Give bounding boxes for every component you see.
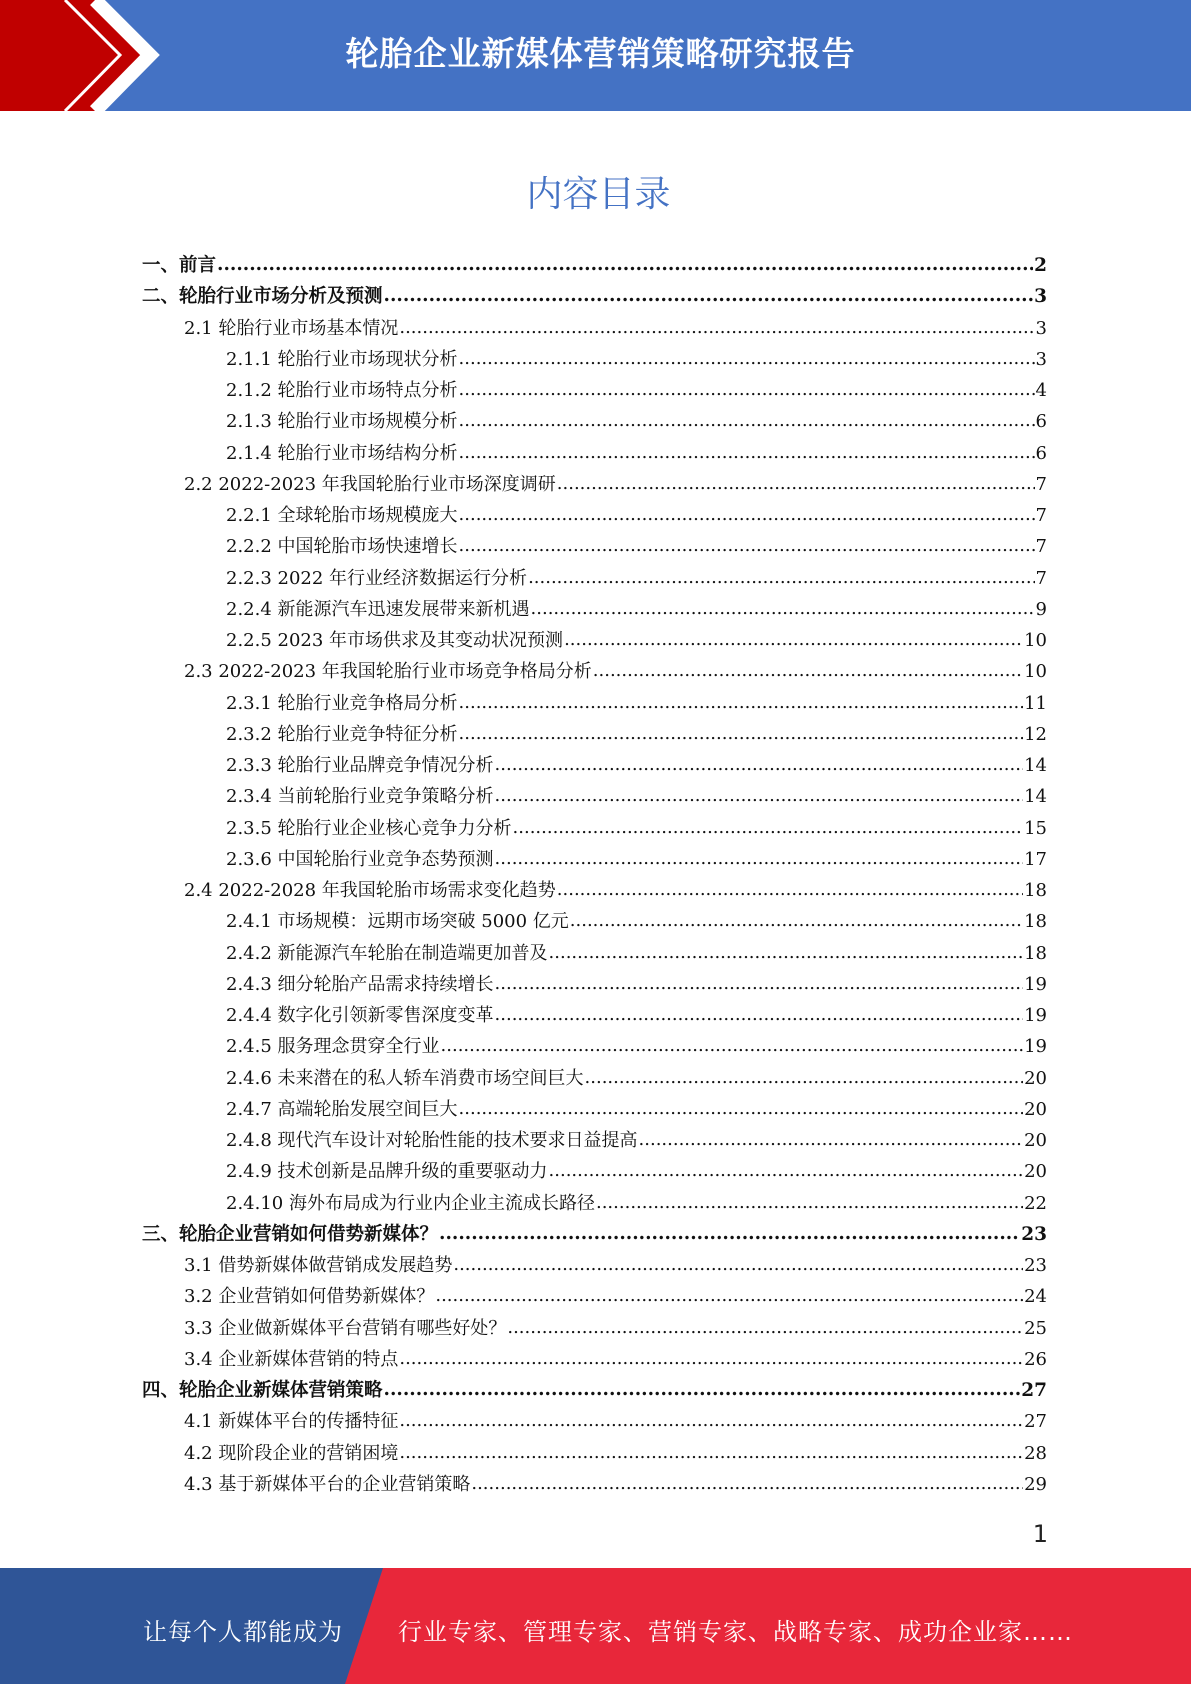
toc-entry[interactable] — [226, 848, 1047, 872]
toc-entry-label: 3.1 借势新媒体做营销成发展趋势 — [184, 1255, 453, 1276]
toc-entry[interactable] — [184, 1410, 1047, 1434]
toc-entry-label: 2.2.2 中国轮胎市场快速增长 — [226, 536, 458, 558]
toc-dot-leader — [585, 1066, 1024, 1090]
toc-dot-leader — [384, 1378, 1021, 1402]
toc-dot-leader — [435, 1284, 1023, 1308]
toc-entry[interactable] — [184, 1348, 1047, 1372]
toc-entry-page: 19 — [1024, 1005, 1047, 1026]
toc-entry-page: 19 — [1024, 1036, 1047, 1058]
toc-entry-label: 2.4.5 服务理念贯穿全行业 — [226, 1036, 440, 1058]
toc-dot-leader — [399, 1409, 1023, 1433]
toc-entry[interactable] — [226, 598, 1047, 622]
toc-entry-label: 2.1.4 轮胎行业市场结构分析 — [226, 442, 458, 464]
toc-dot-leader — [513, 816, 1024, 840]
toc-entry-page: 4 — [1035, 380, 1047, 401]
toc-entry-label: 2.4.6 未来潜在的私人轿车消费市场空间巨大 — [226, 1067, 584, 1089]
toc-entry-label: 4.3 基于新媒体平台的企业营销策略 — [184, 1473, 471, 1495]
toc-entry-page: 12 — [1024, 723, 1047, 745]
toc-entry-label: 2.4.1 市场规模：远期市场突破 5000 亿元 — [226, 911, 569, 933]
toc-entry[interactable] — [226, 754, 1047, 778]
toc-entry[interactable] — [226, 692, 1047, 716]
toc-entry[interactable] — [226, 410, 1047, 434]
toc-entry-page: 18 — [1024, 880, 1047, 901]
toc-entry[interactable] — [184, 1473, 1047, 1497]
toc-dot-leader — [495, 784, 1024, 808]
toc-dot-leader — [217, 253, 1033, 277]
toc-entry[interactable] — [226, 504, 1047, 528]
toc-entry-page: 23 — [1024, 1255, 1047, 1276]
toc-dot-leader — [557, 878, 1023, 902]
toc-entry-label: 2.4.9 技术创新是品牌升级的重要驱动力 — [226, 1161, 548, 1183]
report-title: 轮胎企业新媒体营销策略研究报告 — [345, 34, 856, 73]
toc-dot-leader — [495, 847, 1024, 871]
toc-title: 内容目录 — [526, 174, 671, 215]
toc-dot-leader — [459, 503, 1035, 527]
toc-dot-leader — [549, 941, 1024, 965]
toc-entry[interactable] — [226, 785, 1047, 809]
toc-entry-page: 6 — [1035, 442, 1047, 464]
toc-entry-label: 2.4.2 新能源汽车轮胎在制造端更加普及 — [226, 942, 548, 964]
toc-dot-leader — [639, 1128, 1024, 1152]
toc-entry-label: 2.3.3 轮胎行业品牌竞争情况分析 — [226, 755, 494, 776]
toc-dot-leader — [471, 1472, 1023, 1496]
toc-entry[interactable] — [226, 1160, 1047, 1184]
toc-entry-label: 2.3.1 轮胎行业竞争格局分析 — [226, 692, 458, 714]
toc-dot-leader — [495, 1003, 1024, 1027]
toc-entry[interactable] — [226, 1129, 1047, 1153]
toc-dot-leader — [495, 753, 1024, 777]
toc-dot-leader — [459, 409, 1035, 433]
toc-entry-page: 15 — [1024, 817, 1047, 839]
toc-dot-leader — [528, 566, 1034, 590]
toc-dot-leader — [453, 1253, 1023, 1277]
toc-dot-leader — [495, 972, 1024, 996]
toc-entry[interactable] — [226, 1004, 1047, 1028]
toc-entry-page: 18 — [1024, 911, 1047, 933]
toc-dot-leader — [557, 472, 1035, 496]
toc-entry-label: 2.3.6 中国轮胎行业竞争态势预测 — [226, 848, 494, 870]
page-header — [0, 0, 1191, 111]
toc-entry-page: 23 — [1021, 1223, 1047, 1245]
toc-dot-leader — [531, 597, 1035, 621]
toc-entry-page: 14 — [1024, 786, 1047, 808]
toc-entry[interactable] — [226, 973, 1047, 997]
toc-entry-label: 2.2.5 2023 年市场供求及其变动状况预测 — [226, 630, 564, 651]
toc-entry[interactable] — [184, 1317, 1047, 1341]
toc-entry-page: 20 — [1024, 1161, 1047, 1183]
toc-entry-page: 3 — [1034, 286, 1047, 308]
toc-entry[interactable] — [184, 473, 1047, 497]
toc-dot-leader — [459, 534, 1035, 558]
toc-entry-label: 三、轮胎企业营销如何借势新媒体？ — [142, 1223, 439, 1245]
toc-entry[interactable] — [184, 660, 1047, 684]
toc-entry[interactable] — [184, 1442, 1047, 1466]
toc-entry-page: 2 — [1034, 255, 1047, 276]
toc-entry-label: 2.3.4 当前轮胎行业竞争策略分析 — [226, 786, 494, 808]
toc-entry-page: 19 — [1024, 973, 1047, 995]
toc-entry-page: 10 — [1024, 661, 1047, 683]
toc-entry-label: 一、前言 — [142, 255, 217, 276]
toc-entry[interactable] — [184, 1285, 1047, 1309]
toc-dot-leader — [459, 378, 1035, 402]
toc-entry-label: 2.4.8 现代汽车设计对轮胎性能的技术要求日益提高 — [226, 1130, 638, 1151]
toc-entry-label: 2.4.3 细分轮胎产品需求持续增长 — [226, 973, 494, 995]
toc-entry[interactable] — [226, 1067, 1047, 1091]
toc-entry[interactable] — [142, 1223, 1047, 1247]
toc-dot-leader — [439, 1222, 1020, 1246]
toc-entry[interactable] — [226, 723, 1047, 747]
toc-entry-label: 四、轮胎企业新媒体营销策略 — [142, 1380, 383, 1401]
toc-entry-page: 27 — [1021, 1380, 1047, 1401]
toc-entry[interactable] — [226, 942, 1047, 966]
toc-entry-label: 3.3 企业做新媒体平台营销有哪些好处？ — [184, 1317, 507, 1339]
toc-entry[interactable] — [142, 1379, 1047, 1403]
toc-entry-label: 2.2 2022-2023 年我国轮胎行业市场深度调研 — [184, 473, 556, 495]
toc-entry-label: 2.1.3 轮胎行业市场规模分析 — [226, 411, 458, 433]
toc-entry-page: 11 — [1024, 692, 1047, 714]
toc-entry-label: 二、轮胎行业市场分析及预测 — [142, 286, 383, 308]
toc-entry-page: 10 — [1024, 630, 1047, 651]
toc-entry-page: 20 — [1024, 1067, 1047, 1089]
toc-dot-leader — [507, 1316, 1023, 1340]
toc-entry-label: 4.1 新媒体平台的传播特征 — [184, 1411, 399, 1433]
toc-entry[interactable] — [184, 1254, 1047, 1278]
toc-entry[interactable] — [226, 1192, 1047, 1216]
toc-dot-leader — [399, 316, 1034, 340]
toc-entry-label: 2.1.1 轮胎行业市场现状分析 — [226, 348, 458, 370]
toc-entry[interactable] — [226, 1098, 1047, 1122]
toc-entry-page: 25 — [1024, 1317, 1047, 1339]
toc-entry-page: 29 — [1024, 1473, 1047, 1495]
footer-slogan-left: 让每个人都能成为 — [143, 1618, 343, 1646]
toc-dot-leader — [593, 659, 1023, 683]
toc-dot-leader — [459, 722, 1024, 746]
toc-entry[interactable] — [226, 629, 1047, 653]
toc-entry-label: 2.4.4 数字化引领新零售深度变革 — [226, 1005, 494, 1026]
toc-entry-page: 7 — [1035, 567, 1047, 589]
toc-dot-leader — [441, 1034, 1024, 1058]
toc-entry[interactable] — [226, 1035, 1047, 1059]
toc-entry-page: 27 — [1024, 1411, 1047, 1433]
footer-slogan-right: 行业专家、管理专家、营销专家、战略专家、成功企业家…… — [398, 1618, 1073, 1646]
toc-entry[interactable] — [226, 817, 1047, 841]
toc-entry-label: 2.4.10 海外布局成为行业内企业主流成长路径 — [226, 1192, 595, 1214]
toc-entry-label: 2.2.4 新能源汽车迅速发展带来新机遇 — [226, 598, 530, 620]
toc-dot-leader — [384, 284, 1034, 308]
toc-entry-label: 2.2.3 2022 年行业经济数据运行分析 — [226, 567, 528, 589]
toc-entry-page: 7 — [1035, 473, 1047, 495]
toc-entry-page: 3 — [1035, 348, 1047, 370]
toc-entry-label: 2.1.2 轮胎行业市场特点分析 — [226, 380, 458, 401]
toc-entry[interactable] — [142, 254, 1047, 278]
toc-entry-label: 2.2.1 全球轮胎市场规模庞大 — [226, 505, 458, 526]
toc-entry-page: 24 — [1024, 1286, 1047, 1308]
toc-entry[interactable] — [226, 910, 1047, 934]
toc-entry-label: 2.3.5 轮胎行业企业核心竞争力分析 — [226, 817, 512, 839]
page-footer — [0, 1568, 1191, 1684]
toc-entry[interactable] — [184, 317, 1047, 341]
toc-entry-page: 14 — [1024, 755, 1047, 776]
toc-dot-leader — [549, 1159, 1024, 1183]
toc-entry[interactable] — [226, 442, 1047, 466]
toc-entry-page: 7 — [1035, 536, 1047, 558]
toc-entry-label: 2.1 轮胎行业市场基本情况 — [184, 317, 399, 339]
toc-dot-leader — [399, 1441, 1023, 1465]
toc-entry-page: 22 — [1024, 1192, 1047, 1214]
toc-entry-label: 3.4 企业新媒体营销的特点 — [184, 1348, 399, 1370]
toc-dot-leader — [459, 691, 1024, 715]
toc-dot-leader — [459, 441, 1035, 465]
toc-entry-page: 9 — [1035, 598, 1047, 620]
toc-entry[interactable] — [226, 348, 1047, 372]
toc-dot-leader — [459, 1097, 1024, 1121]
page-number: 1 — [1032, 1520, 1048, 1548]
toc-entry-page: 20 — [1024, 1098, 1047, 1120]
toc-entry-label: 4.2 现阶段企业的营销困境 — [184, 1442, 399, 1464]
toc-entry[interactable] — [226, 567, 1047, 591]
toc-entry-label: 2.4.7 高端轮胎发展空间巨大 — [226, 1098, 458, 1120]
toc-dot-leader — [596, 1191, 1023, 1215]
toc-entry-label: 2.3.2 轮胎行业竞争特征分析 — [226, 723, 458, 745]
toc-entry-page: 7 — [1035, 505, 1047, 526]
toc-entry[interactable] — [226, 379, 1047, 403]
toc-entry-page: 28 — [1024, 1442, 1047, 1464]
toc-entry-label: 2.4 2022-2028 年我国轮胎市场需求变化趋势 — [184, 880, 556, 901]
toc-entry-page: 3 — [1035, 317, 1047, 339]
toc-entry-label: 2.3 2022-2023 年我国轮胎行业市场竞争格局分析 — [184, 661, 592, 683]
toc-dot-leader — [570, 909, 1023, 933]
toc-dot-leader — [399, 1347, 1023, 1371]
toc-dot-leader — [459, 347, 1035, 371]
toc-entry[interactable] — [142, 285, 1047, 309]
toc-entry-page: 18 — [1024, 942, 1047, 964]
toc-entry[interactable] — [226, 535, 1047, 559]
toc-entry-page: 6 — [1035, 411, 1047, 433]
toc-entry[interactable] — [184, 879, 1047, 903]
toc-entry-page: 20 — [1024, 1130, 1047, 1151]
toc-entry-label: 3.2 企业营销如何借势新媒体？ — [184, 1286, 435, 1308]
toc-entry-page: 17 — [1024, 848, 1047, 870]
toc-dot-leader — [564, 628, 1023, 652]
toc-entry-page: 26 — [1024, 1348, 1047, 1370]
